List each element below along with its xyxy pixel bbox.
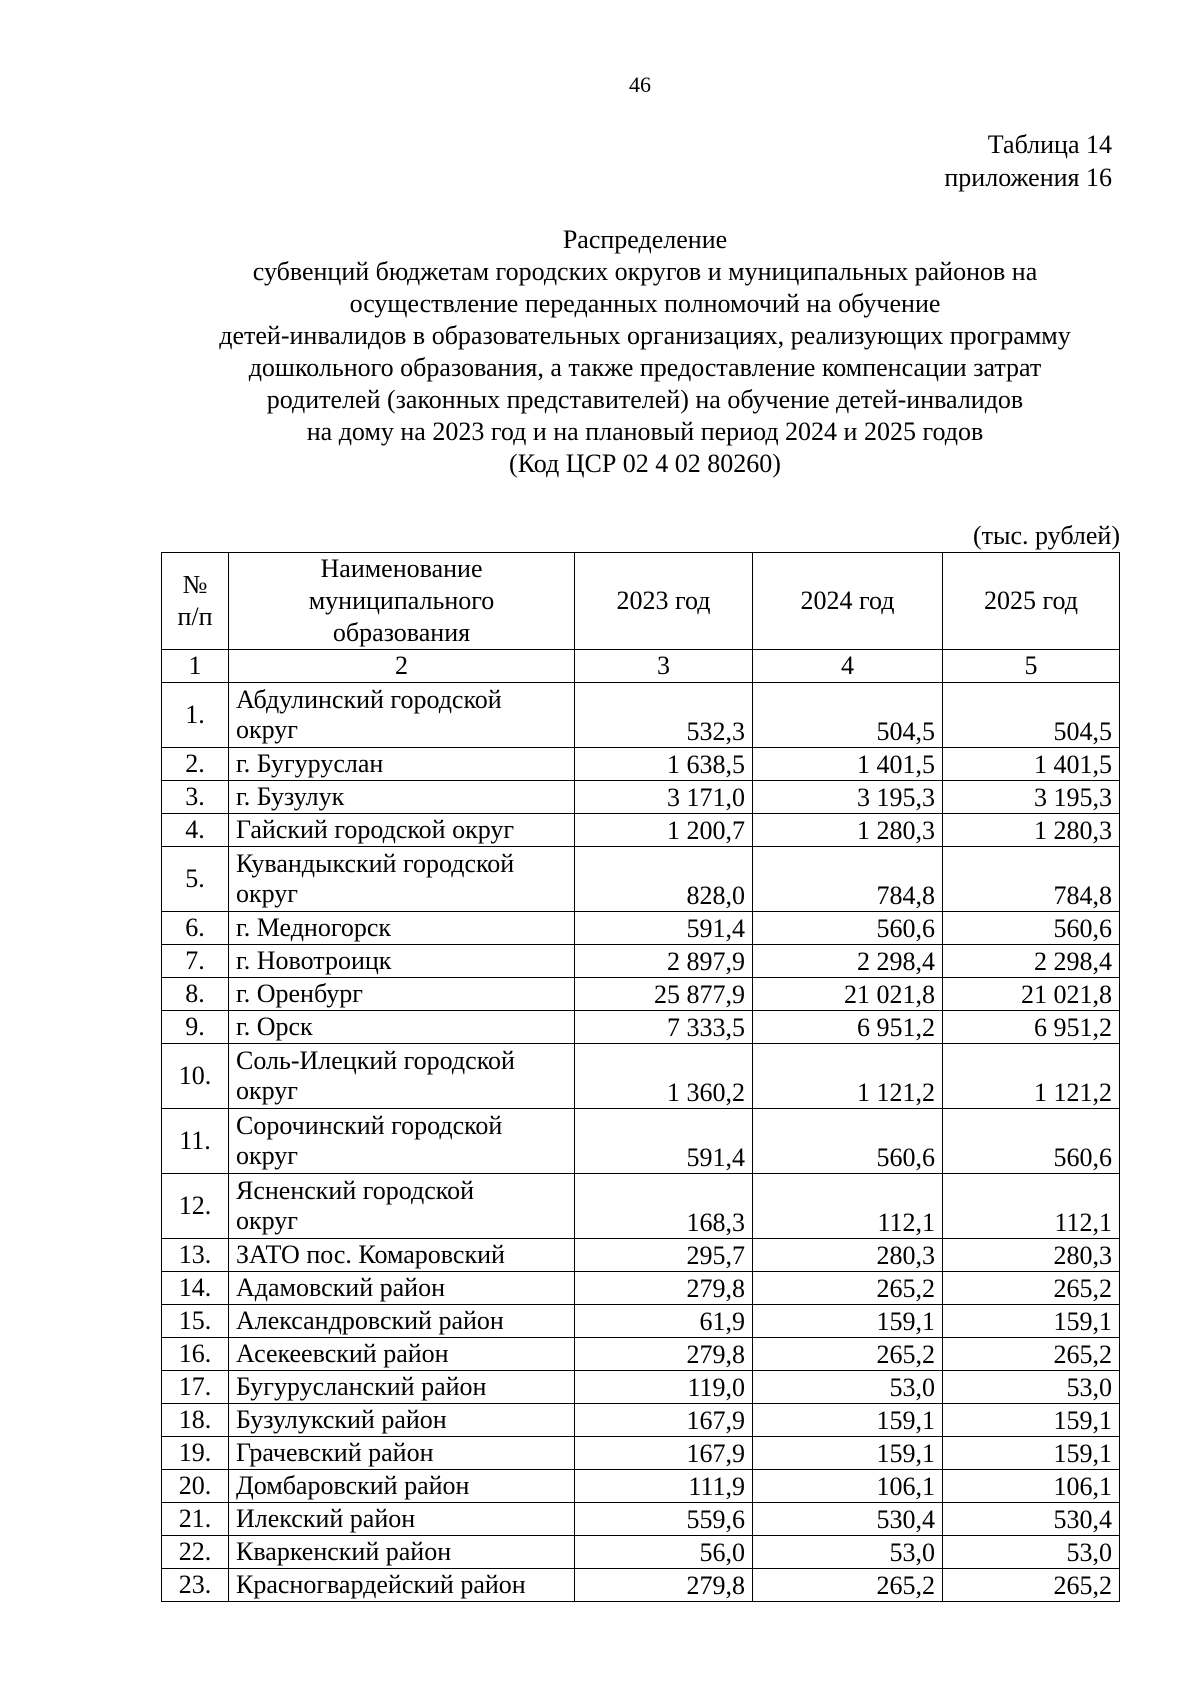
column-numbers-row (162, 650, 1120, 683)
title-line: дошкольного образования, а также предоставление компенсации затрат (248, 353, 1042, 382)
value-2023: 1 200,7 (575, 814, 753, 847)
table-caption-line1: Таблица 14 (987, 130, 1112, 159)
municipality-name (229, 1174, 575, 1239)
table-row (162, 1044, 1120, 1109)
municipality-name-line: Адамовский район (236, 1273, 445, 1302)
table-row (162, 1470, 1120, 1503)
municipality-name-line: Сорочинский городской (236, 1111, 503, 1140)
municipality-name (229, 1272, 575, 1305)
municipality-name-line: Ясненский городской (236, 1176, 475, 1205)
value-2024: 159,1 (753, 1437, 943, 1470)
table-caption (944, 128, 1112, 194)
value-2024: 159,1 (753, 1305, 943, 1338)
value-2025: 265,2 (943, 1338, 1120, 1371)
municipality-name-line: округ (236, 1141, 298, 1170)
row-number: 5. (162, 847, 229, 912)
municipality-name (229, 781, 575, 814)
value-2025: 6 951,2 (943, 1011, 1120, 1044)
row-number: 21. (162, 1503, 229, 1536)
table-row (162, 847, 1120, 912)
table-row (162, 814, 1120, 847)
municipality-name (229, 814, 575, 847)
municipality-name-line: округ (236, 879, 298, 908)
column-number: 4 (753, 650, 943, 683)
value-2023: 279,8 (575, 1569, 753, 1602)
municipality-name-line: ЗАТО пос. Комаровский (236, 1240, 505, 1269)
value-2024: 53,0 (753, 1536, 943, 1569)
value-2025: 265,2 (943, 1272, 1120, 1305)
value-2024: 1 280,3 (753, 814, 943, 847)
header-2023: 2023 год (575, 553, 753, 650)
value-2023: 295,7 (575, 1239, 753, 1272)
value-2024: 21 021,8 (753, 978, 943, 1011)
table-row (162, 1174, 1120, 1239)
value-2023: 56,0 (575, 1536, 753, 1569)
value-2023: 167,9 (575, 1437, 753, 1470)
row-number: 18. (162, 1404, 229, 1437)
table-row (162, 781, 1120, 814)
value-2025: 53,0 (943, 1536, 1120, 1569)
value-2023: 1 638,5 (575, 748, 753, 781)
row-number: 9. (162, 1011, 229, 1044)
municipality-name (229, 1239, 575, 1272)
title-line: родителей (законных представителей) на обучение детей-инвалидов (266, 385, 1024, 414)
title-line: на дому на 2023 год и на плановый период 2024 и 2025 годов (306, 417, 984, 446)
row-number: 8. (162, 978, 229, 1011)
municipality-name-line: Соль-Илецкий городской (236, 1046, 515, 1075)
municipality-name (229, 1109, 575, 1174)
municipality-name (229, 945, 575, 978)
table-row (162, 683, 1120, 748)
column-number: 3 (575, 650, 753, 683)
municipality-name-line: Асекеевский район (236, 1339, 449, 1368)
value-2024: 53,0 (753, 1371, 943, 1404)
municipality-name-line: округ (236, 715, 298, 744)
row-number: 15. (162, 1305, 229, 1338)
value-2025: 560,6 (943, 912, 1120, 945)
title-line: осуществление переданных полномочий на обучение (349, 289, 941, 318)
municipality-name-line: Кваркенский район (236, 1537, 452, 1566)
table-row (162, 1404, 1120, 1437)
value-2025: 530,4 (943, 1503, 1120, 1536)
value-2025: 159,1 (943, 1404, 1120, 1437)
row-number: 23. (162, 1569, 229, 1602)
value-2024: 280,3 (753, 1239, 943, 1272)
row-number: 22. (162, 1536, 229, 1569)
value-2025: 159,1 (943, 1437, 1120, 1470)
value-2025: 106,1 (943, 1470, 1120, 1503)
municipality-name-line: Абдулинский городской (236, 685, 502, 714)
document-title (130, 224, 1160, 480)
table-row (162, 1536, 1120, 1569)
table-row (162, 945, 1120, 978)
header-2024: 2024 год (753, 553, 943, 650)
row-number: 11. (162, 1109, 229, 1174)
row-number: 20. (162, 1470, 229, 1503)
row-number: 19. (162, 1437, 229, 1470)
value-2024: 265,2 (753, 1569, 943, 1602)
value-2025: 3 195,3 (943, 781, 1120, 814)
column-number: 1 (162, 650, 229, 683)
table-row (162, 1305, 1120, 1338)
table-row (162, 1109, 1120, 1174)
table-row (162, 912, 1120, 945)
title-line: (Код ЦСР 02 4 02 80260) (509, 449, 781, 478)
municipality-name-line: Грачевский район (236, 1438, 434, 1467)
municipality-name-line: Илекский район (236, 1504, 416, 1533)
municipality-name (229, 1437, 575, 1470)
value-2023: 559,6 (575, 1503, 753, 1536)
table-row (162, 748, 1120, 781)
table-caption-line2: приложения 16 (944, 163, 1112, 192)
value-2024: 159,1 (753, 1404, 943, 1437)
value-2023: 591,4 (575, 912, 753, 945)
municipality-name-line: г. Медногорск (236, 913, 392, 942)
value-2025: 784,8 (943, 847, 1120, 912)
municipality-name (229, 748, 575, 781)
table-row (162, 1011, 1120, 1044)
value-2025: 2 298,4 (943, 945, 1120, 978)
value-2023: 61,9 (575, 1305, 753, 1338)
title-line: детей-инвалидов в образовательных организациях, реализующих программу (219, 321, 1071, 350)
municipality-name-line: Бугурусланский район (236, 1372, 487, 1401)
row-number: 3. (162, 781, 229, 814)
municipality-name (229, 1404, 575, 1437)
municipality-name (229, 978, 575, 1011)
municipality-name (229, 1338, 575, 1371)
municipality-name (229, 1305, 575, 1338)
value-2025: 265,2 (943, 1569, 1120, 1602)
header-2025: 2025 год (943, 553, 1120, 650)
value-2024: 3 195,3 (753, 781, 943, 814)
value-2024: 1 401,5 (753, 748, 943, 781)
municipality-name (229, 1503, 575, 1536)
municipality-name (229, 847, 575, 912)
table-row (162, 978, 1120, 1011)
value-2023: 111,9 (575, 1470, 753, 1503)
municipality-name (229, 1470, 575, 1503)
value-2023: 828,0 (575, 847, 753, 912)
value-2023: 167,9 (575, 1404, 753, 1437)
value-2024: 530,4 (753, 1503, 943, 1536)
table-row (162, 1503, 1120, 1536)
municipality-name-line: округ (236, 1076, 298, 1105)
value-2024: 560,6 (753, 1109, 943, 1174)
value-2023: 7 333,5 (575, 1011, 753, 1044)
value-2023: 168,3 (575, 1174, 753, 1239)
municipality-name-line: Бузулукский район (236, 1405, 447, 1434)
row-number: 4. (162, 814, 229, 847)
value-2023: 279,8 (575, 1272, 753, 1305)
row-number: 6. (162, 912, 229, 945)
value-2025: 504,5 (943, 683, 1120, 748)
table-row (162, 1272, 1120, 1305)
municipality-name (229, 1536, 575, 1569)
value-2024: 2 298,4 (753, 945, 943, 978)
value-2023: 2 897,9 (575, 945, 753, 978)
municipality-name-line: округ (236, 1206, 298, 1235)
municipality-name (229, 912, 575, 945)
row-number: 10. (162, 1044, 229, 1109)
value-2025: 159,1 (943, 1305, 1120, 1338)
value-2024: 6 951,2 (753, 1011, 943, 1044)
value-2025: 53,0 (943, 1371, 1120, 1404)
value-2025: 1 121,2 (943, 1044, 1120, 1109)
municipality-name (229, 1569, 575, 1602)
row-number: 2. (162, 748, 229, 781)
value-2023: 591,4 (575, 1109, 753, 1174)
title-line: Распределение (562, 225, 728, 254)
row-number: 12. (162, 1174, 229, 1239)
value-2024: 265,2 (753, 1338, 943, 1371)
header-name: Наименование муниципального образования (229, 553, 575, 650)
subsidy-table (161, 552, 1120, 1602)
page-number: 46 (629, 72, 651, 97)
value-2025: 560,6 (943, 1109, 1120, 1174)
table-row (162, 1338, 1120, 1371)
table-row (162, 1437, 1120, 1470)
column-number: 5 (943, 650, 1120, 683)
municipality-name-line: Гайский городской округ (236, 815, 515, 844)
table-row (162, 1569, 1120, 1602)
value-2025: 112,1 (943, 1174, 1120, 1239)
municipality-name (229, 1044, 575, 1109)
value-2023: 119,0 (575, 1371, 753, 1404)
municipality-name-line: г. Оренбург (236, 979, 363, 1008)
municipality-name-line: Александровский район (236, 1306, 504, 1335)
value-2023: 25 877,9 (575, 978, 753, 1011)
municipality-name-line: Кувандыкский городской (236, 849, 515, 878)
value-2024: 265,2 (753, 1272, 943, 1305)
value-2024: 784,8 (753, 847, 943, 912)
municipality-name-line: г. Новотроицк (236, 946, 392, 975)
title-line: субвенций бюджетам городских округов и муниципальных районов на (252, 257, 1038, 286)
value-2025: 280,3 (943, 1239, 1120, 1272)
table-row (162, 1239, 1120, 1272)
table-body (162, 683, 1120, 1602)
row-number: 1. (162, 683, 229, 748)
value-2023: 1 360,2 (575, 1044, 753, 1109)
value-2025: 21 021,8 (943, 978, 1120, 1011)
municipality-name (229, 1011, 575, 1044)
municipality-name-line: г. Бузулук (236, 782, 345, 811)
value-2024: 560,6 (753, 912, 943, 945)
municipality-name-line: г. Бугуруслан (236, 749, 384, 778)
row-number: 14. (162, 1272, 229, 1305)
value-2023: 3 171,0 (575, 781, 753, 814)
municipality-name (229, 683, 575, 748)
value-2023: 279,8 (575, 1338, 753, 1371)
value-2024: 112,1 (753, 1174, 943, 1239)
header-num: № п/п (162, 553, 229, 650)
value-2024: 106,1 (753, 1470, 943, 1503)
municipality-name-line: Домбаровский район (236, 1471, 470, 1500)
row-number: 17. (162, 1371, 229, 1404)
row-number: 7. (162, 945, 229, 978)
header-row (162, 553, 1120, 650)
unit-note: (тыс. рублей) (972, 521, 1120, 550)
value-2024: 1 121,2 (753, 1044, 943, 1109)
municipality-name-line: г. Орск (236, 1012, 313, 1041)
value-2023: 532,3 (575, 683, 753, 748)
column-number: 2 (229, 650, 575, 683)
municipality-name (229, 1371, 575, 1404)
value-2025: 1 280,3 (943, 814, 1120, 847)
value-2025: 1 401,5 (943, 748, 1120, 781)
table-row (162, 1371, 1120, 1404)
value-2024: 504,5 (753, 683, 943, 748)
row-number: 13. (162, 1239, 229, 1272)
municipality-name-line: Красногвардейский район (236, 1570, 526, 1599)
row-number: 16. (162, 1338, 229, 1371)
